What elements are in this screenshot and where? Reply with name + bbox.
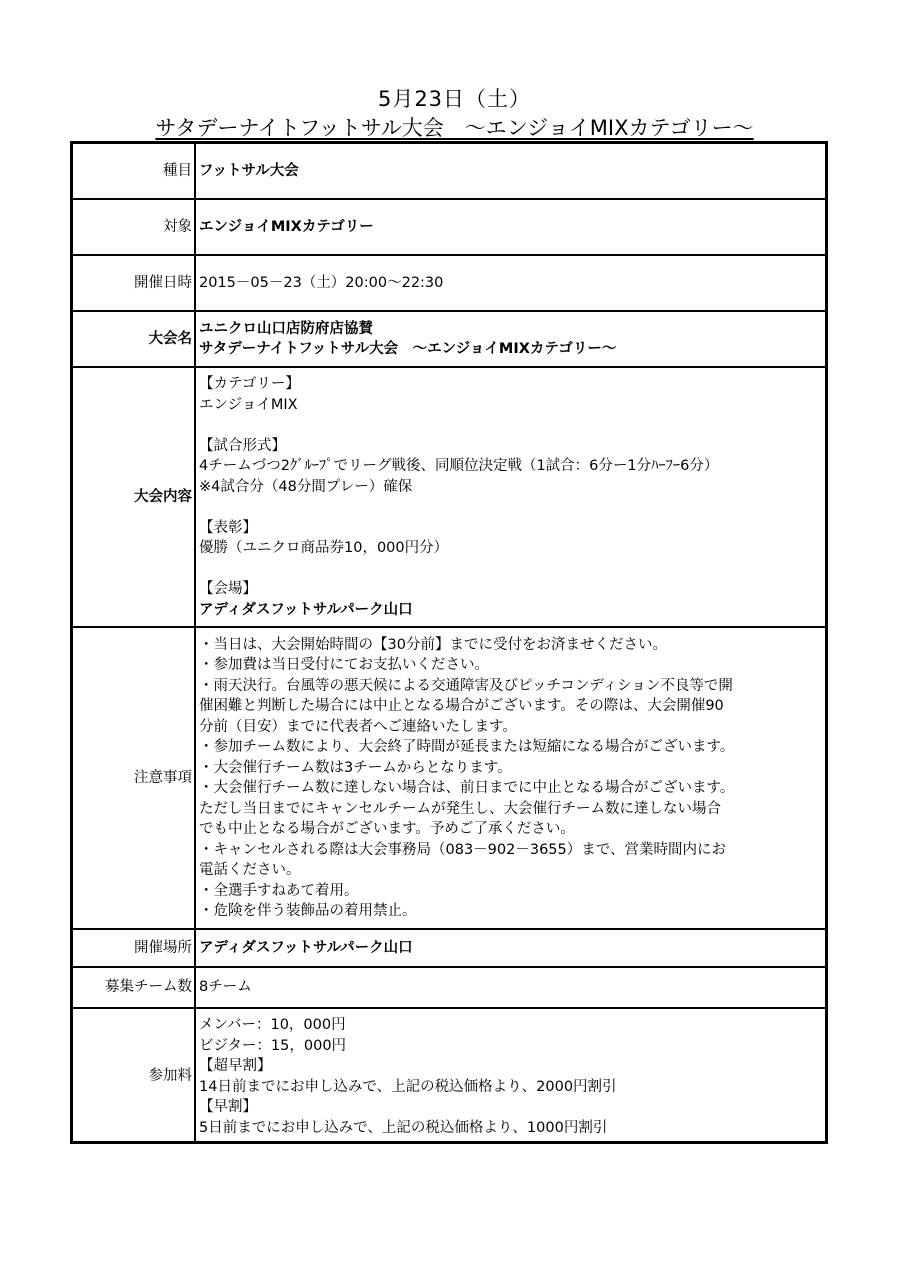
content-line: 【試合形式】 [199, 437, 286, 454]
content-line: 【カテゴリー】 [199, 376, 300, 392]
label-target: 対象 [73, 199, 195, 255]
fee-line: 【早割】 [199, 1099, 257, 1115]
fee-line: ビジター：15，000円 [199, 1037, 347, 1054]
title-date: 5月23日（土） [377, 87, 532, 111]
fee-line: 【超早割】 [199, 1058, 272, 1074]
name-line: サタデーナイトフットサル大会 ～エンジョイMIXカテゴリー～ [199, 341, 617, 357]
notes-line: ・大会催行チーム数に達しない場合は、前日までに中止となる場合がございます。 [199, 780, 735, 796]
content-line [199, 497, 825, 518]
value-notes [195, 627, 825, 929]
notes-line: ただし当日までにキャンセルチームが発生し、大会催行チーム数に達しない場合 [199, 800, 721, 817]
label-notes: 注意事項 [73, 627, 195, 929]
row-notes [73, 627, 825, 929]
label-content: 大会内容 [73, 367, 195, 627]
info-table-frame [70, 141, 828, 1144]
info-table [73, 144, 825, 1144]
label-fee: 参加料 [73, 1008, 195, 1144]
row-datetime [73, 255, 825, 311]
notes-line: ・大会催行チーム数は3チームからとなります。 [199, 759, 512, 776]
content-line: 4チームづつ2ｸﾞﾙｰﾌﾟでリーグ戦後、同順位決定戦（1試合：6分ー1分ﾊｰﾌｰ6分） [199, 458, 719, 474]
notes-line: ・当日は、大会開始時間の【30分前】までに受付をお済ませください。 [199, 636, 667, 653]
notes-line: でも中止となる場合がございます。予めご了承ください。 [199, 821, 575, 837]
content-line: 【表彰】 [199, 519, 257, 536]
row-content [73, 367, 825, 627]
row-venue [73, 929, 825, 967]
content-line: アディダスフットサルパーク山口 [199, 601, 413, 618]
notes-line: ・参加チーム数により、大会終了時間が延長または短縮になる場合がございます。 [199, 739, 735, 755]
value-event-type: フットサル大会 [199, 162, 299, 179]
notes-line: ・雨天決行。台風等の悪天候による交通障害及びピッチコンディション不良等で開 [199, 677, 733, 694]
row-teams [73, 967, 825, 1008]
label-venue: 開催場所 [73, 929, 195, 967]
document-title [0, 84, 909, 142]
content-line: 【会場】 [199, 581, 257, 597]
name-line: ユニクロ山口店防府店協賛 [199, 320, 373, 337]
row-name [73, 311, 825, 367]
content-line: 優勝（ユニクロ商品券10，000円分） [199, 540, 449, 556]
fee-line: メンバー：10，000円 [199, 1017, 346, 1033]
notes-line: ・全選手すねあて着用。 [199, 882, 359, 899]
value-teams: 8チーム [195, 967, 825, 1008]
row-target [73, 199, 825, 255]
label-name: 大会名 [73, 311, 195, 367]
content-line: ※4試合分（48分間プレー）確保 [199, 478, 413, 495]
fee-line: 14日前までにお申し込みで、上記の税込価格より、2000円割引 [199, 1078, 617, 1095]
content-line: エンジョイMIX [199, 396, 298, 413]
label-event-type: 種目 [73, 144, 195, 199]
notes-line: ・参加費は当日受付にてお支払いください。 [199, 657, 489, 673]
value-content [195, 367, 825, 627]
value-target: エンジョイMIXカテゴリー [195, 199, 825, 255]
content-line [199, 415, 825, 436]
notes-line: 催困難と判断した場合には中止となる場合がございます。その際は、大会開催90 [199, 698, 724, 714]
content-line [199, 559, 825, 580]
value-venue: アディダスフットサルパーク山口 [195, 929, 825, 967]
notes-line: ・危険を伴う装飾品の着用禁止。 [199, 903, 417, 919]
notes-line: ・キャンセルされる際は大会事務局（083－902－3655）まで、営業時間内にお [199, 841, 726, 858]
notes-line: 電話ください。 [199, 862, 301, 878]
value-name [195, 311, 825, 367]
notes-line: 分前（目安）までに代表者へご連絡いたします。 [199, 718, 517, 735]
fee-line: 5日前までにお申し込みで、上記の税込価格より、1000円割引 [199, 1119, 608, 1136]
label-datetime: 開催日時 [73, 255, 195, 311]
row-fee [73, 1008, 825, 1144]
value-fee [195, 1008, 825, 1144]
label-teams: 募集チーム数 [73, 967, 195, 1008]
value-datetime: 2015－05－23（土）20:00～22:30 [195, 255, 825, 311]
row-event-type [73, 144, 825, 199]
title-event-name: サタデーナイトフットサル大会 ～エンジョイMIXカテゴリー～ [155, 116, 754, 140]
